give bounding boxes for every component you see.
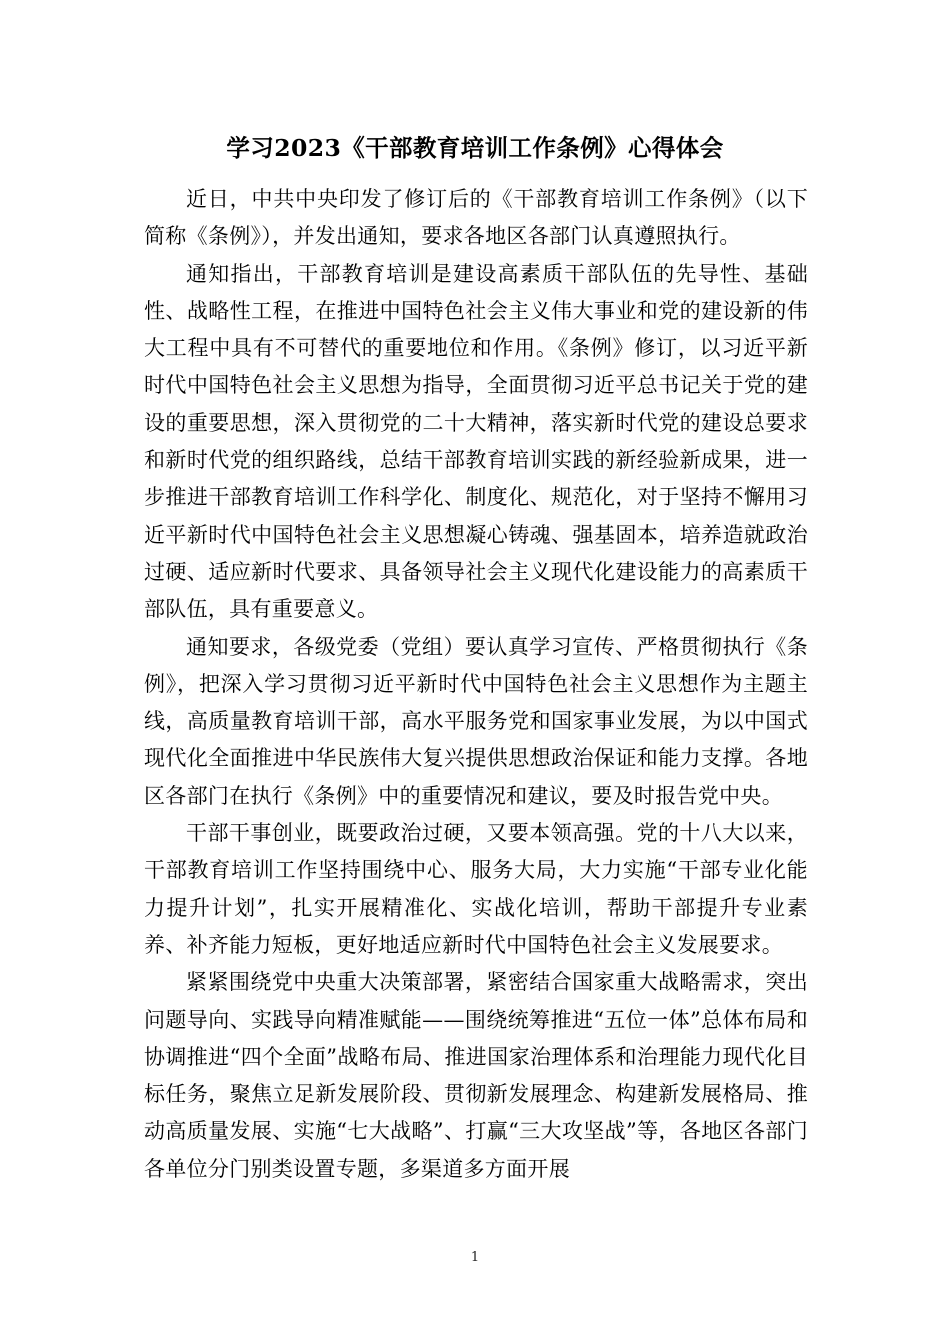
document-body xyxy=(144,181,808,1188)
paragraph-5: 紧紧围绕党中央重大决策部署，紧密结合国家重大战略需求，突出问题导向、实践导向精准赋能——围绕统筹推进“五位一体”总体布局和协调推进“四个全面”战略布局、推进国家治理体系和治理能力现代化目标任务，聚焦立足新发展阶段、贯彻新发展理念、构建新发展格局、推动高质量发展、实施“七大战略”、打赢“三大攻坚战”等，各地区各部门各单位分门别类设置专题，多渠道多方面开展 xyxy=(144,970,808,1181)
paragraph-1: 近日，中共中央印发了修订后的《干部教育培训工作条例》（以下简称《条例》），并发出通知，要求各地区各部门认真遵照执行。 xyxy=(144,187,808,249)
document-title: 学习2023《干部教育培训工作条例》心得体会 xyxy=(226,134,724,162)
page-number: 1 xyxy=(470,1250,480,1265)
paragraph-2: 通知指出，干部教育培训是建设高素质干部队伍的先导性、基础性、战略性工程，在推进中国特色社会主义伟大事业和党的建设新的伟大工程中具有不可替代的重要地位和作用。《条例》修订，以习近平新时代中国特色社会主义思想为指导，全面贯彻习近平总书记关于党的建设的重要思想，深入贯彻党的二十大精神，落实新时代党的建设总要求和新时代党的组织路线，总结干部教育培训实践的新经验新成果，进一步推进干部教育培训工作科学化、制度化、规范化，对于坚持不懈用习近平新时代中国特色社会主义思想凝心铸魂、强基固本，培养造就政治过硬、适应新时代要求、具备领导社会主义现代化建设能力的高素质干部队伍，具有重要意义。 xyxy=(144,261,808,622)
paragraph-3: 通知要求，各级党委（党组）要认真学习宣传、严格贯彻执行《条例》，把深入学习贯彻习近平新时代中国特色社会主义思想作为主题主线，高质量教育培训干部，高水平服务党和国家事业发展，为以中国式现代化全面推进中华民族伟大复兴提供思想政治保证和能力支撑。各地区各部门在执行《条例》中的重要情况和建议，要及时报告党中央。 xyxy=(144,634,808,808)
paragraph-4: 干部干事创业，既要政治过硬，又要本领高强。党的十八大以来，干部教育培训工作坚持围绕中心、服务大局，大力实施“干部专业化能力提升计划”，扎实开展精准化、实战化培训，帮助干部提升专业素养、补齐能力短板，更好地适应新时代中国特色社会主义发展要求。 xyxy=(144,821,808,957)
